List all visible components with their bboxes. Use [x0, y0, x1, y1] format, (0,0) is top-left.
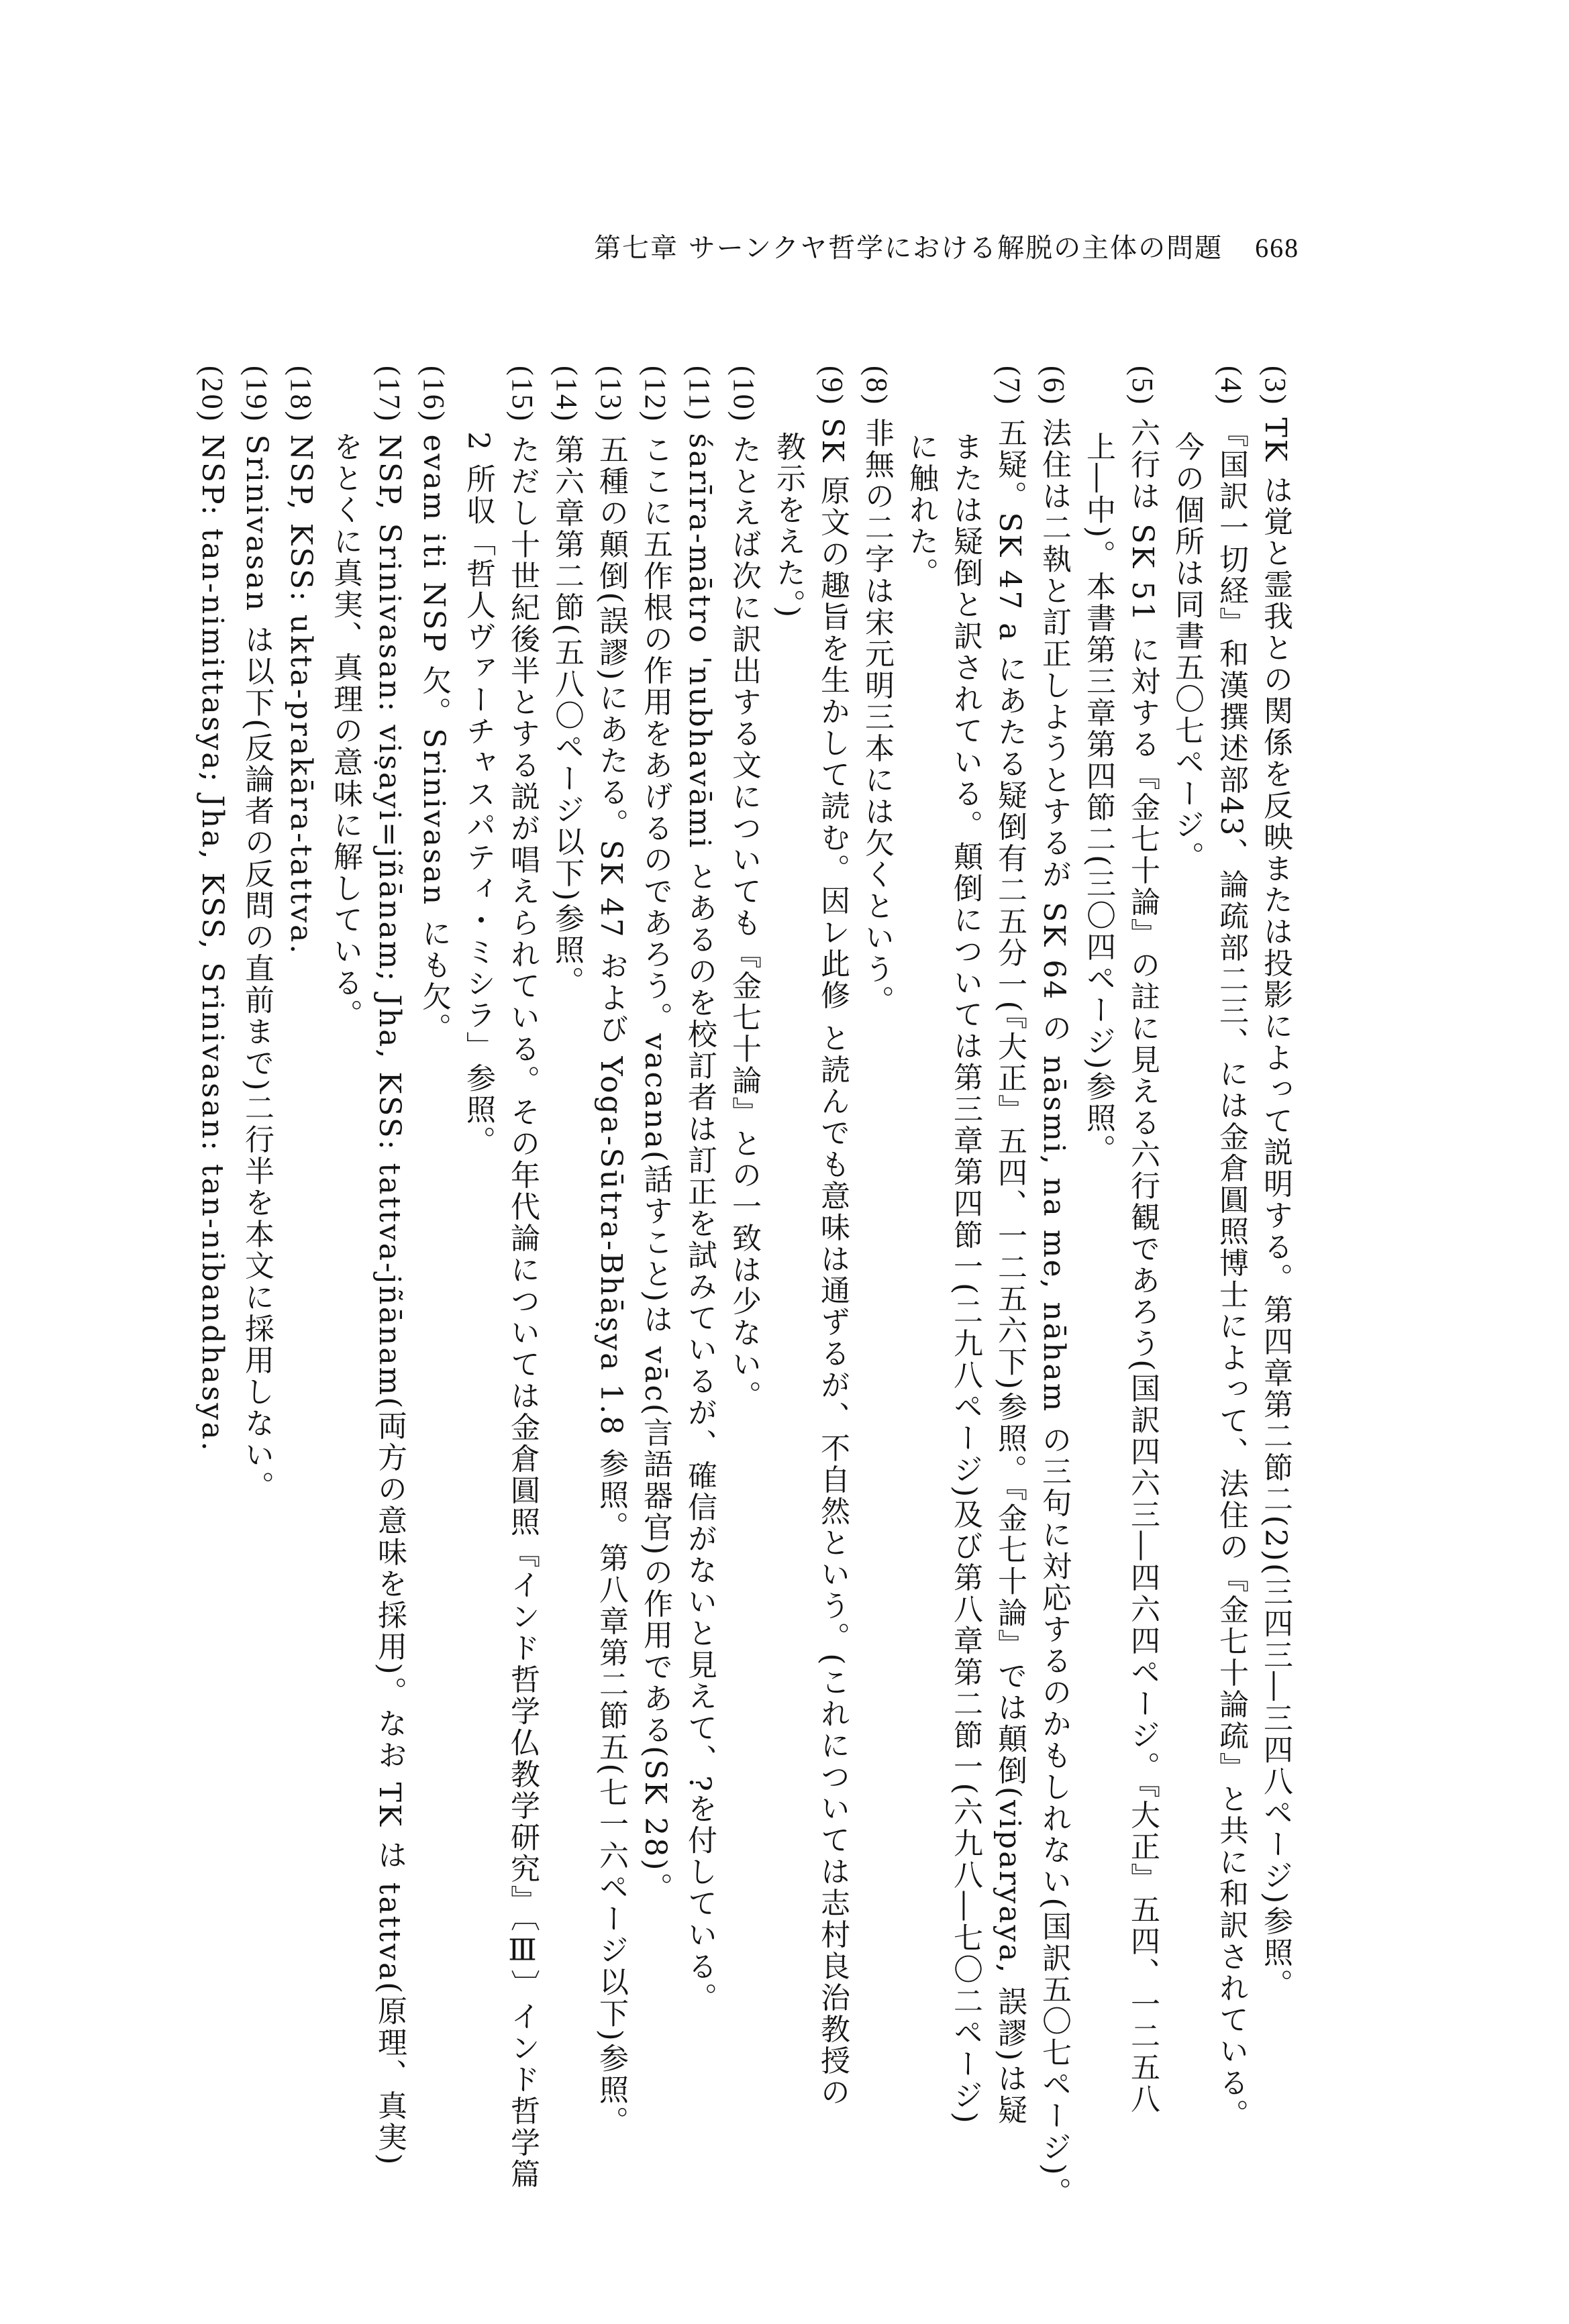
- footnote-marker: (7): [993, 366, 1026, 407]
- footnote-text: ここに五作根の作用をあげるのであろう。vacana(話すこと)は vāc(言語器官)の作用である(SK 28)。: [638, 434, 672, 1904]
- footnote-marker: (19): [240, 366, 273, 423]
- footnote: [987, 366, 1031, 2177]
- footnote: [367, 366, 411, 2177]
- footnote: [677, 366, 721, 2177]
- footnote-marker: (4): [1215, 366, 1248, 407]
- footnote-text: NSP: tan-nimittasya; Jha, KSS, Srinivasan: tan-nibandhasya.: [195, 434, 230, 1453]
- footnote-marker: (18): [285, 366, 317, 423]
- footnote: [500, 366, 544, 2190]
- footnote: [279, 366, 323, 2177]
- footnote: [234, 366, 279, 2177]
- footnote-continuation: [323, 366, 367, 2177]
- footnote-continuation: [766, 366, 810, 2177]
- footnote-text: 五疑。SK 47 a にあたる疑倒有二五分一(『大正』五四、一二五六下)参照。『金七十論』では顛倒(viparyaya, 誤謬)は疑: [993, 417, 1027, 2126]
- footnote-text: または疑倒と訳されている。顛倒については第三章第四節一(二九八ページ)及び第八章第二節一(六九八―七〇二ページ): [948, 431, 982, 2125]
- footnote-text: に触れた。: [904, 431, 938, 589]
- footnote-text: NSP, Srinivasan: viṣayi=jñānam; Jha, KSS: tattva-jñānam(両方の意味を採用)。なお TK は tattva(原理、真実): [372, 434, 407, 2167]
- footnote-text: NSP, KSS: ukta-prakāra-tattva.: [284, 434, 318, 956]
- footnote-text: 2 所収「哲人ヴァーチャスパティ・ミシラ」参照。: [461, 431, 495, 1157]
- footnote-marker: (10): [727, 366, 760, 423]
- footnote: [411, 366, 456, 2177]
- footnote-marker: (17): [373, 366, 406, 423]
- footnote-text: 『国訳一切経』和漢撰述部43、論疏部二三、には金倉圓照博士によって、法住の『金七十論疏』と共に和訳されている。: [1214, 417, 1248, 2131]
- footnote-text: śarīra-mātro 'nubhavāmi とあるのを校訂者は訂正を試みているが、確信がないと見えて、?を付している。: [682, 433, 717, 2014]
- footnote-text: ただし十世紀後半とする説が唱えられている。その年代論については金倉圓照『インド哲学仏教学研究』〔Ⅲ〕インド哲学篇: [505, 434, 540, 2190]
- footnote-text: 法住は二執と訂正しようとするが SK 64 の nāsmi, na me, nāham の三句に対応するのかもしれない(国訳五〇七ページ)。: [1037, 417, 1071, 2209]
- footnote-marker: (13): [595, 366, 627, 423]
- footnote-text: をとくに真実、真理の意味に解している。: [328, 431, 362, 1031]
- footnote: [544, 366, 589, 2177]
- footnote-text: TK は覚と霊我との関係を反映または投影によって説明する。第四章第二節二(2)(三四三―三四八ページ)参照。: [1258, 417, 1293, 2001]
- footnote-marker: (5): [1126, 366, 1159, 407]
- footnote-marker: (9): [816, 366, 849, 407]
- footnote: [633, 366, 677, 2177]
- chapter-title: 第七章 サーンクヤ哲学における解脱の主体の問題: [594, 233, 1223, 264]
- footnote-text: 六行は SK 51 に対する『金七十論』の註に見える六行観であろう(国訳四六三―四六四ページ。『大正』五四、一二五八: [1125, 417, 1160, 2115]
- footnote: [1209, 366, 1253, 2177]
- footnote-marker: (15): [506, 366, 539, 423]
- footnote: [190, 366, 234, 2177]
- footnote-continuation: [1076, 366, 1120, 2177]
- footnote-marker: (3): [1259, 366, 1292, 407]
- footnote: [810, 366, 854, 2177]
- footnote-continuation: [899, 366, 943, 2177]
- footnote-continuation: [456, 366, 500, 2177]
- footnote-text: たとえば次に訳出する文についても『金七十論』との一致は少ない。: [727, 434, 761, 1412]
- footnote: [1253, 366, 1297, 2177]
- footnote: [721, 366, 766, 2177]
- footnote-marker: (6): [1037, 366, 1070, 407]
- footnote-marker: (14): [550, 366, 583, 423]
- footnote-marker: (12): [639, 366, 672, 423]
- page-number: 668: [1255, 233, 1300, 263]
- footnote-text: evam iti NSP 欠。Srinivasan にも欠。: [417, 434, 451, 1045]
- footnote-marker: (11): [683, 366, 716, 422]
- running-header: [594, 227, 1299, 265]
- footnote-marker: (16): [417, 366, 450, 423]
- footnote: [589, 366, 633, 2177]
- footnote-continuation: [943, 366, 987, 2177]
- footnote-marker: (8): [860, 366, 893, 407]
- footnote-text: SK 原文の趣旨を生かして読む。因レ此修 と読んでも意味は通ずるが、不自然という。(これについては志村良治教授の: [815, 417, 850, 2109]
- footnote-marker: (20): [196, 366, 229, 423]
- footnote-text: 上―中)。本書第三章第四節二(三〇四ページ)参照。: [1081, 431, 1115, 1166]
- footnote: [854, 366, 899, 2177]
- footnote-text: Srinivasan は以下(反論者の反問の直前まで)二行半を本文に採用しない。: [240, 434, 274, 1503]
- footnote: [1031, 366, 1076, 2209]
- footnote-text: 五種の顛倒(誤謬)にあたる。SK 47 および Yoga-Sūtra-Bhāṣya 1.8 参照。第八章第二節五(七一六ページ以下)参照。: [594, 434, 628, 2137]
- footnote: [1120, 366, 1164, 2177]
- footnotes: [190, 366, 1297, 2209]
- footnote-text: 第六章第二節(五八〇ページ以下)参照。: [550, 434, 584, 998]
- footnote-text: 非無の二字は宋元明三本には欠くという。: [860, 417, 894, 1017]
- footnote-continuation: [1164, 366, 1209, 2177]
- footnote-text: 今の個所は同書五〇七ページ。: [1170, 431, 1204, 873]
- footnote-text: 教示をえた。): [771, 431, 805, 620]
